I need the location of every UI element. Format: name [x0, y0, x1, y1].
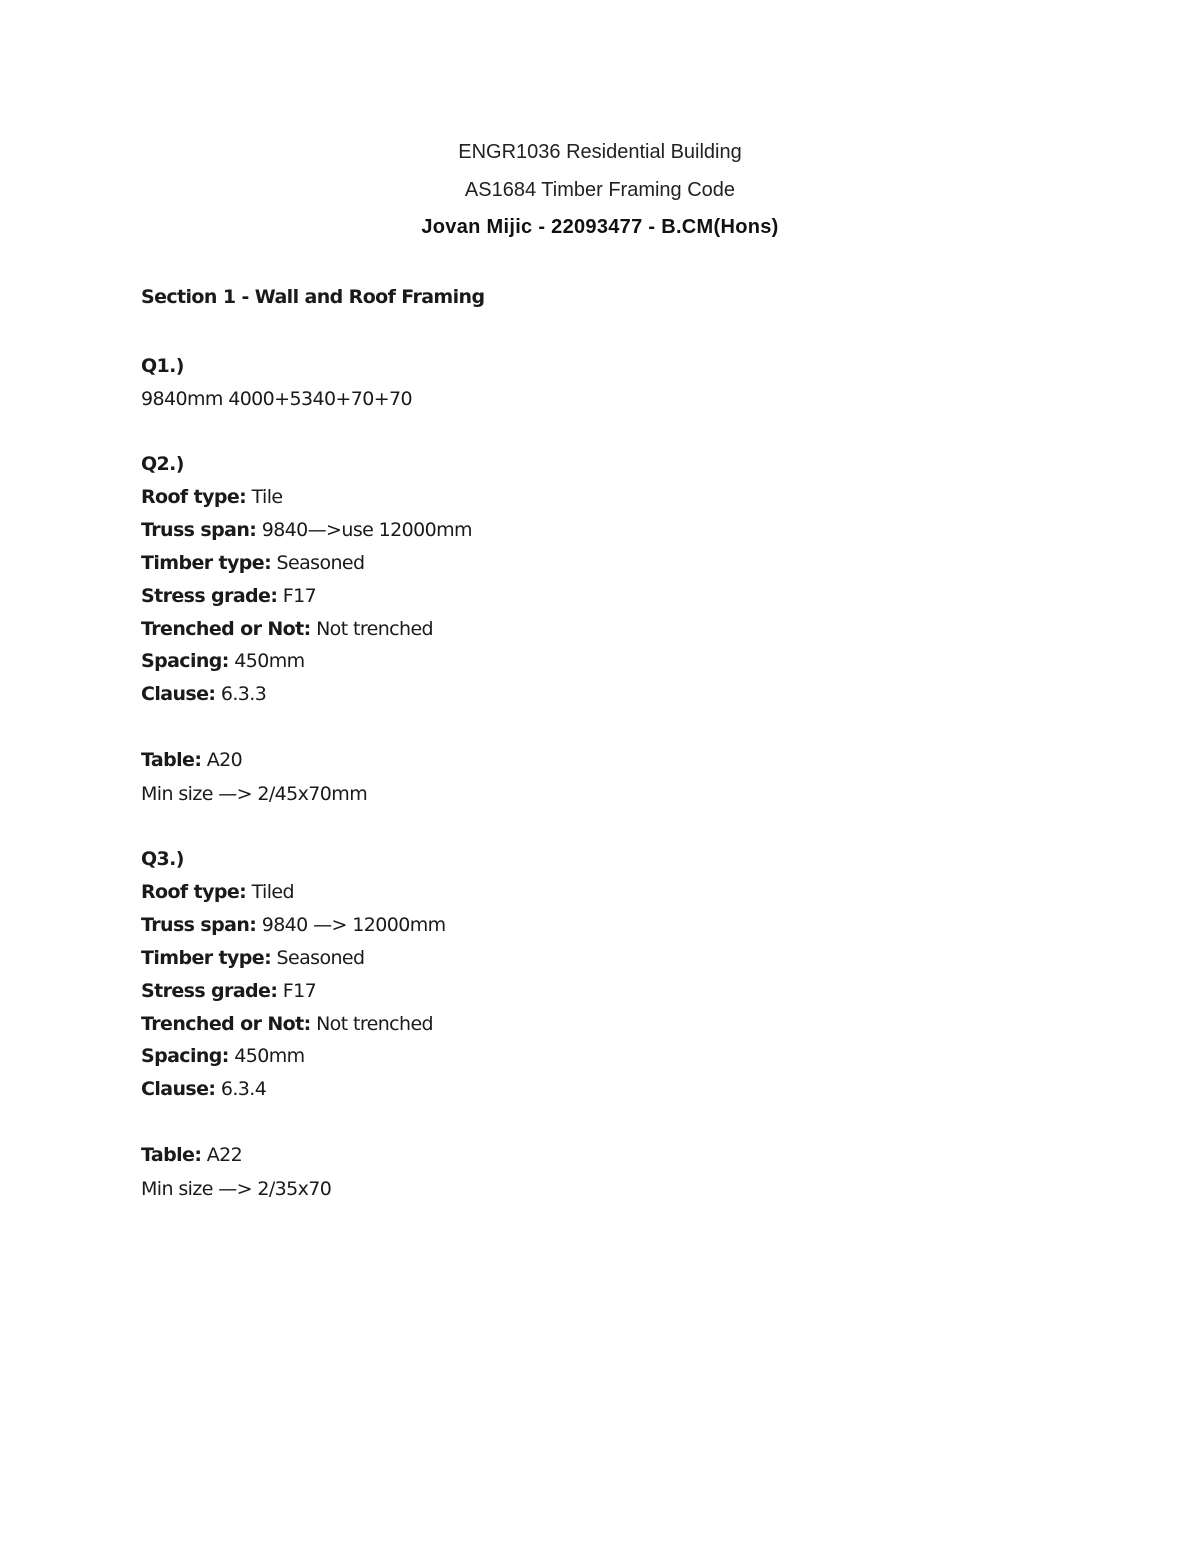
field-value: 6.3.3	[215, 683, 267, 705]
field-value: F17	[277, 585, 317, 607]
q2-stress-grade	[141, 585, 316, 607]
field-value: 6.3.4	[215, 1078, 267, 1100]
author-line: Jovan Mijic - 22093477 - B.CM(Hons)	[421, 216, 779, 238]
q1-label: Q1.)	[141, 355, 184, 377]
field-label: Clause:	[141, 1078, 216, 1100]
field-value: Seasoned	[271, 552, 365, 574]
field-label: Table:	[141, 749, 202, 771]
field-value: F17	[277, 980, 317, 1002]
q3-min-size: Min size —> 2/35x70	[141, 1178, 332, 1200]
field-value: 450mm	[228, 1045, 305, 1067]
q2-truss-span	[141, 519, 472, 541]
q3-label: Q3.)	[141, 848, 184, 870]
q1-answer: 9840mm 4000+5340+70+70	[141, 388, 413, 410]
field-label: Stress grade:	[141, 585, 278, 607]
field-value: Not trenched	[310, 618, 434, 640]
field-label: Truss span:	[141, 519, 257, 541]
q3-trenched	[141, 1013, 433, 1035]
code-title: AS1684 Timber Framing Code	[464, 179, 736, 201]
field-label: Clause:	[141, 683, 216, 705]
field-value: Tiled	[246, 881, 294, 903]
q2-label: Q2.)	[141, 453, 184, 475]
field-label: Spacing:	[141, 650, 229, 672]
q3-roof-type	[141, 881, 294, 903]
field-value: A20	[201, 749, 243, 771]
q3-spacing	[141, 1045, 305, 1067]
q2-trenched	[141, 618, 433, 640]
q3-stress-grade	[141, 980, 316, 1002]
field-label: Roof type:	[141, 486, 247, 508]
field-value: Not trenched	[310, 1013, 434, 1035]
q3-clause	[141, 1078, 266, 1100]
field-label: Roof type:	[141, 881, 247, 903]
section-heading: Section 1 - Wall and Roof Framing	[141, 286, 485, 308]
field-label: Timber type:	[141, 552, 272, 574]
q3-table	[141, 1144, 242, 1166]
field-label: Stress grade:	[141, 980, 278, 1002]
field-label: Timber type:	[141, 947, 272, 969]
q3-timber-type	[141, 947, 364, 969]
field-label: Trenched or Not:	[141, 618, 311, 640]
field-label: Truss span:	[141, 914, 257, 936]
field-label: Table:	[141, 1144, 202, 1166]
q2-spacing	[141, 650, 305, 672]
field-value: Tile	[246, 486, 283, 508]
course-title: ENGR1036 Residential Building	[458, 141, 742, 163]
field-value: Seasoned	[271, 947, 365, 969]
field-label: Spacing:	[141, 1045, 229, 1067]
q2-min-size: Min size —> 2/45x70mm	[141, 783, 368, 805]
q2-roof-type	[141, 486, 282, 508]
q2-clause	[141, 683, 266, 705]
q3-truss-span	[141, 914, 446, 936]
q2-table	[141, 749, 242, 771]
field-value: 450mm	[228, 650, 305, 672]
q2-timber-type	[141, 552, 364, 574]
field-value: 9840 —> 12000mm	[256, 914, 446, 936]
field-value: A22	[201, 1144, 243, 1166]
field-value: 9840—>use 12000mm	[256, 519, 472, 541]
field-label: Trenched or Not:	[141, 1013, 311, 1035]
